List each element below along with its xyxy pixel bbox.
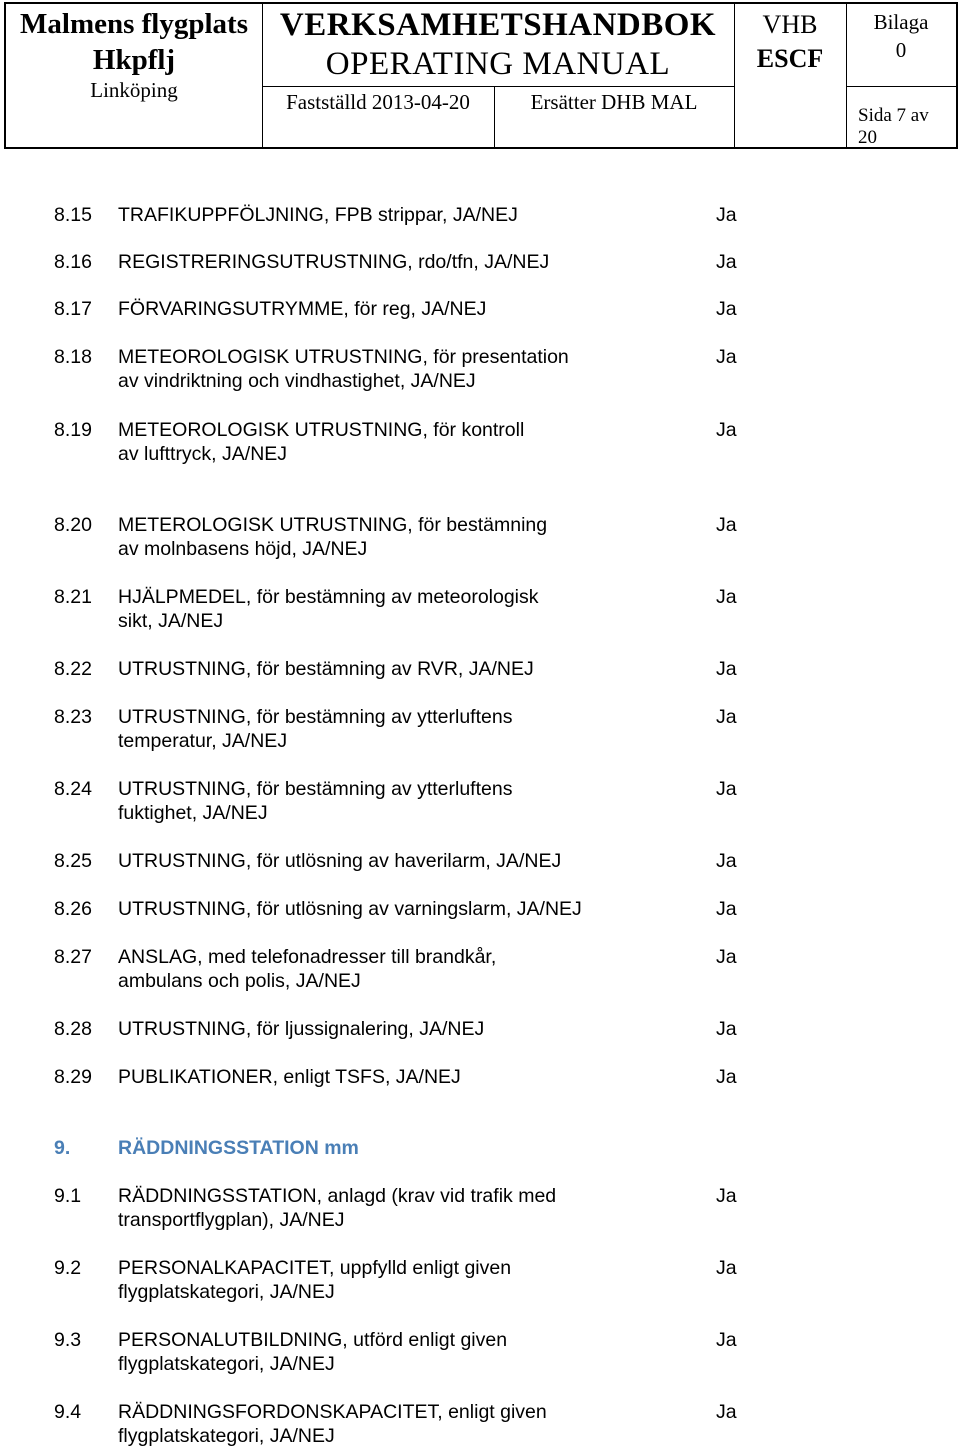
item-description: REGISTRERINGSUTRUSTNING, rdo/tfn, JA/NEJ xyxy=(118,251,550,273)
replaces-label: Ersätter DHB MAL xyxy=(530,90,698,114)
org-name: Malmens flygplats xyxy=(20,8,248,40)
item-number: 8.28 xyxy=(54,1018,92,1040)
item-number: 8.19 xyxy=(54,419,92,441)
item-description: UTRUSTNING, för bestämning av RVR, JA/NEJ xyxy=(118,658,534,680)
item-description: HJÄLPMEDEL, för bestämning av meteorologisk sikt, JA/NEJ xyxy=(118,586,539,632)
item-description: RÄDDNINGSFORDONSKAPACITET, enligt given flygplatskategori, JA/NEJ xyxy=(118,1401,547,1447)
item-description: METEOROLOGISK UTRUSTNING, för presentation av vindriktning och vindhastighet, JA/NEJ xyxy=(118,346,569,392)
item-description: UTRUSTNING, för utlösning av varningslarm, JA/NEJ xyxy=(118,898,582,920)
document-header xyxy=(4,2,958,149)
section-title: RÄDDNINGSSTATION mm xyxy=(118,1137,359,1159)
item-answer: Ja xyxy=(716,514,737,536)
item-description: FÖRVARINGSUTRYMME, för reg, JA/NEJ xyxy=(118,298,487,320)
item-description: UTRUSTNING, för utlösning av haverilarm, JA/NEJ xyxy=(118,850,562,872)
item-answer: Ja xyxy=(716,419,737,441)
item-description: UTRUSTNING, för bestämning av ytterluftens temperatur, JA/NEJ xyxy=(118,706,513,752)
item-answer: Ja xyxy=(716,946,737,968)
item-answer: Ja xyxy=(716,1185,737,1207)
item-number: 8.15 xyxy=(54,204,92,226)
item-answer: Ja xyxy=(716,898,737,920)
section-number: 9. xyxy=(54,1137,71,1159)
item-answer: Ja xyxy=(716,298,737,320)
item-description: PERSONALUTBILDNING, utförd enligt given flygplatskategori, JA/NEJ xyxy=(118,1329,508,1375)
item-answer: Ja xyxy=(716,706,737,728)
item-answer: Ja xyxy=(716,778,737,800)
item-description: PUBLIKATIONER, enligt TSFS, JA/NEJ xyxy=(118,1066,461,1088)
item-number: 8.26 xyxy=(54,898,92,920)
item-answer: Ja xyxy=(716,204,737,226)
item-answer: Ja xyxy=(716,850,737,872)
item-description: METEOROLOGISK UTRUSTNING, för kontroll av lufttryck, JA/NEJ xyxy=(118,419,525,465)
org-unit: Hkpflj xyxy=(92,44,176,76)
header-divider xyxy=(262,86,734,87)
appendix-label: Bilaga xyxy=(873,10,929,34)
item-description: PERSONALKAPACITET, uppfylld enligt given flygplatskategori, JA/NEJ xyxy=(118,1257,512,1303)
item-description: UTRUSTNING, för ljussignalering, JA/NEJ xyxy=(118,1018,485,1040)
item-answer: Ja xyxy=(716,346,737,368)
item-description: RÄDDNINGSSTATION, anlagd (krav vid trafik med transportflygplan), JA/NEJ xyxy=(118,1185,557,1231)
item-number: 8.24 xyxy=(54,778,92,800)
item-description: ANSLAG, med telefonadresser till brandkår, ambulans och polis, JA/NEJ xyxy=(118,946,497,992)
manual-title: VERKSAMHETSHANDBOK xyxy=(279,7,717,43)
item-number: 8.18 xyxy=(54,346,92,368)
header-divider xyxy=(846,86,956,87)
item-description: UTRUSTNING, för bestämning av ytterluftens fuktighet, JA/NEJ xyxy=(118,778,513,824)
item-description: METEROLOGISK UTRUSTNING, för bestämning av molnbasens höjd, JA/NEJ xyxy=(118,514,548,560)
item-answer: Ja xyxy=(716,1329,737,1351)
page-total: 20 xyxy=(858,127,877,148)
doc-code: VHB xyxy=(762,10,818,39)
item-answer: Ja xyxy=(716,1257,737,1279)
item-answer: Ja xyxy=(716,251,737,273)
item-number: 8.27 xyxy=(54,946,92,968)
item-answer: Ja xyxy=(716,586,737,608)
page-number: Sida 7 av xyxy=(858,105,929,126)
item-number: 8.16 xyxy=(54,251,92,273)
item-answer: Ja xyxy=(716,658,737,680)
item-number: 8.22 xyxy=(54,658,92,680)
item-number: 8.25 xyxy=(54,850,92,872)
manual-subtitle: OPERATING MANUAL xyxy=(325,46,671,82)
item-answer: Ja xyxy=(716,1401,737,1423)
item-number: 9.1 xyxy=(54,1185,82,1207)
doc-code-secondary: ESCF xyxy=(756,44,824,73)
item-answer: Ja xyxy=(716,1018,737,1040)
item-number: 8.17 xyxy=(54,298,92,320)
item-number: 8.29 xyxy=(54,1066,92,1088)
item-number: 9.4 xyxy=(54,1401,82,1423)
item-description: TRAFIKUPPFÖLJNING, FPB strippar, JA/NEJ xyxy=(118,204,518,226)
item-number: 8.21 xyxy=(54,586,92,608)
established-date: Fastställd 2013-04-20 xyxy=(286,90,470,114)
item-number: 9.2 xyxy=(54,1257,82,1279)
item-number: 8.23 xyxy=(54,706,92,728)
item-number: 9.3 xyxy=(54,1329,82,1351)
org-city: Linköping xyxy=(90,78,178,102)
item-number: 8.20 xyxy=(54,514,92,536)
appendix-number: 0 xyxy=(895,38,907,62)
item-answer: Ja xyxy=(716,1066,737,1088)
